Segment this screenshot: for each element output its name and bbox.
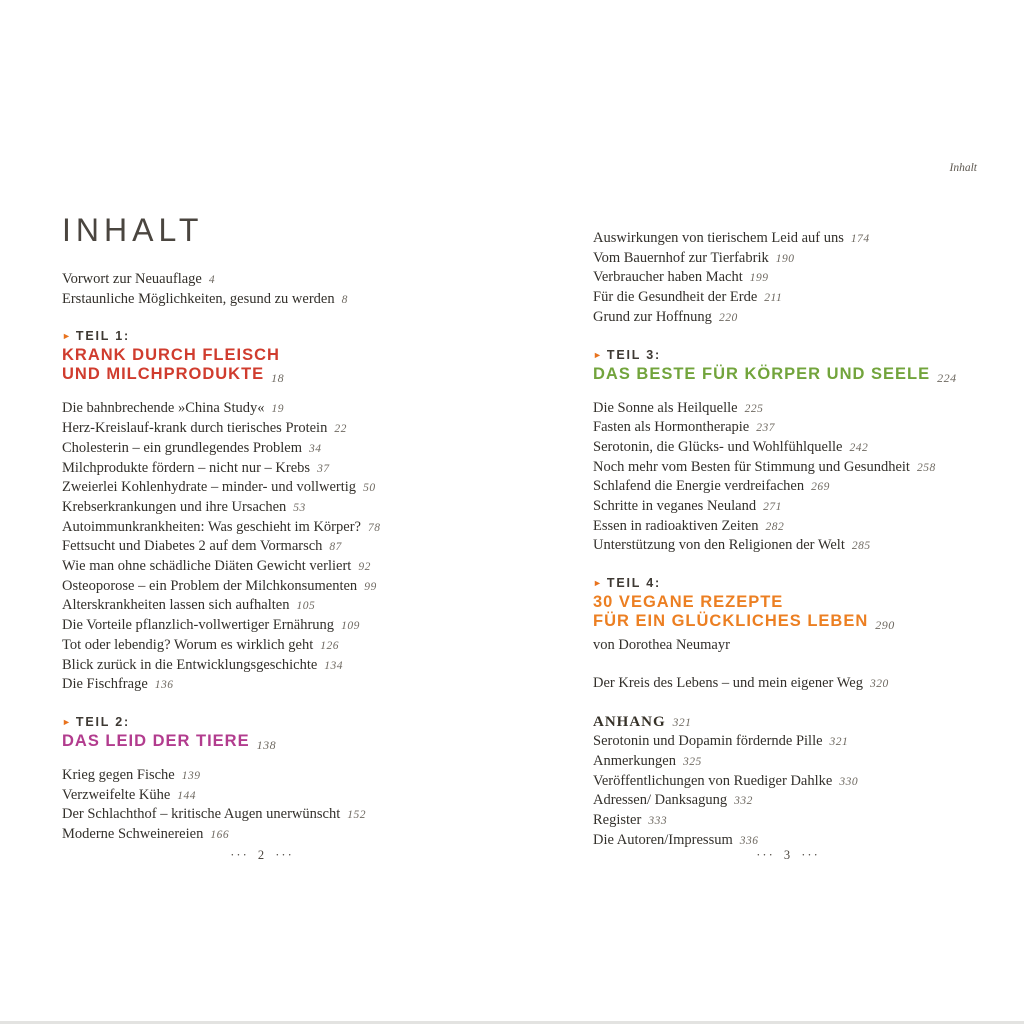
entry-label: Die bahnbrechende »China Study« [62, 400, 265, 417]
page-number-left: ··· 2 ··· [230, 848, 294, 862]
entry-page-number: 271 [763, 501, 782, 514]
entry-page-number: 225 [744, 402, 764, 415]
entry-page-number: 190 [775, 252, 795, 265]
toc-entry [593, 811, 983, 831]
arrow-bullet-icon: ► [62, 331, 71, 342]
toc-entry-list-teil2 [62, 766, 462, 845]
page-number-right: ··· 3 ··· [756, 848, 820, 862]
entry-label: Herz-Kreislauf-krank durch tierisches Protein [62, 420, 328, 437]
entry-label: Die Fischfrage [62, 676, 148, 693]
toc-entry [593, 732, 983, 752]
entry-page-number: 109 [341, 620, 360, 633]
entry-label: Tot oder lebendig? Worum es wirklich geht [62, 636, 314, 653]
toc-entry [62, 419, 462, 439]
entry-page-number: 336 [739, 834, 759, 847]
entry-page-number: 134 [324, 659, 344, 672]
entry-label: Anmerkungen [593, 752, 676, 769]
toc-entry [62, 399, 462, 419]
entry-page-number: 53 [293, 501, 306, 514]
entry-page-number: 50 [363, 482, 376, 495]
kicker-label: TEIL 4: [606, 576, 661, 591]
entry-label: Fasten als Hormontherapie [593, 419, 750, 436]
section-teil1 [62, 329, 462, 695]
entry-page-number: 333 [648, 815, 668, 828]
page-title: INHALT [62, 212, 204, 248]
entry-page-number: 139 [181, 769, 201, 782]
entry-page-number: 199 [749, 272, 769, 285]
section-page-number: 138 [256, 737, 277, 752]
entry-label: Cholesterin – ein grundlegendes Problem [62, 439, 303, 456]
toc-entry [62, 616, 462, 636]
entry-label: Auswirkungen von tierischem Leid auf uns [593, 230, 844, 246]
toc-entry [593, 674, 983, 694]
entry-page-number: 136 [154, 679, 174, 692]
entry-label: Für die Gesundheit der Erde [593, 289, 758, 306]
section-kicker-teil2 [62, 715, 462, 729]
entry-label: Blick zurück in die Entwicklungsgeschichte [62, 656, 318, 673]
toc-entry-list-teil2-continued [593, 229, 983, 328]
toc-entry [62, 786, 462, 806]
entry-page-number: 321 [829, 736, 849, 749]
toc-entry [62, 537, 462, 557]
toc-entry [593, 517, 983, 537]
entry-label: Veröffentlichungen von Ruediger Dahlke [593, 772, 833, 789]
entry-label: Essen in radioaktiven Zeiten [593, 517, 759, 534]
entry-page-number: 78 [367, 521, 381, 534]
toc-entry [62, 766, 462, 786]
toc-entry [593, 249, 983, 269]
section-title-teil2 [62, 732, 462, 752]
entry-label: Adressen/ Danksagung [593, 792, 728, 809]
entry-page-number: 320 [869, 677, 889, 690]
section-teil3 [593, 348, 983, 557]
toc-entry [593, 229, 983, 249]
toc-entry [62, 439, 462, 459]
section-kicker-teil1 [62, 329, 462, 343]
section-page-number: 224 [937, 370, 957, 385]
entry-label: Noch mehr vom Besten für Stimmung und Gesundheit [593, 458, 910, 475]
toc-entry [593, 399, 983, 419]
entry-page-number: 92 [358, 561, 371, 574]
entry-page-number: 99 [364, 580, 377, 593]
entry-page-number: 220 [718, 311, 738, 324]
entry-label: Unterstützung von den Religionen der Welt [593, 537, 845, 554]
toc-entry [593, 458, 983, 478]
toc-entry [62, 459, 462, 479]
toc-entry [62, 270, 462, 290]
entry-label: Vorwort zur Neuauflage [62, 271, 202, 287]
section-title-line: DAS LEID DER TIERE [62, 731, 250, 750]
right-page-column [593, 229, 983, 850]
entry-label: Vom Bauernhof zur Tierfabrik [593, 249, 769, 266]
toc-entry [593, 752, 983, 772]
entry-label: Alterskrankheiten lassen sich aufhalten [62, 597, 290, 614]
entry-label: Krieg gegen Fische [62, 766, 175, 783]
section-title-line: KRANK DURCH FLEISCH [62, 346, 280, 365]
kicker-label: TEIL 1: [75, 329, 130, 344]
left-page-column [62, 214, 462, 845]
toc-entry [593, 438, 983, 458]
toc-entry [593, 418, 983, 438]
entry-page-number: 4 [208, 274, 216, 286]
entry-page-number: 166 [210, 829, 230, 842]
entry-label: Die Vorteile pflanzlich-vollwertiger Ernährung [62, 617, 335, 634]
entry-page-number: 34 [309, 442, 322, 455]
toc-entry [62, 498, 462, 518]
section-page-number: 18 [271, 371, 285, 386]
toc-entry [62, 518, 462, 538]
entry-page-number: 242 [849, 441, 869, 454]
toc-entry [593, 477, 983, 497]
entry-page-number: 330 [839, 775, 859, 788]
entry-label: Krebserkrankungen und ihre Ursachen [62, 498, 287, 515]
entry-page-number: 144 [177, 789, 197, 802]
section-kicker-teil4 [593, 576, 983, 590]
section-title-line: UND MILCHPRODUKTE [62, 365, 265, 384]
entry-label: Schlafend die Energie verdreifachen [593, 478, 805, 495]
entry-page-number: 37 [317, 462, 330, 475]
anhang-heading [593, 713, 983, 733]
running-header: Inhalt [949, 162, 977, 174]
section-title-line: 30 VEGANE REZEPTE [593, 593, 784, 612]
entry-label: Der Schlachthof – kritische Augen unerwünscht [62, 806, 341, 823]
toc-entry [62, 290, 462, 310]
author-byline: von Dorothea Neumayr [593, 637, 730, 654]
section-kicker-teil3 [593, 348, 983, 362]
entry-label: Fettsucht und Diabetes 2 auf dem Vormarsch [62, 538, 323, 555]
toc-entry [62, 636, 462, 656]
toc-entry [593, 308, 983, 328]
toc-entry [62, 656, 462, 676]
toc-entry [62, 805, 462, 825]
entry-page-number: 237 [756, 422, 775, 435]
entry-label: Wie man ohne schädliche Diäten Gewicht verliert [62, 558, 352, 575]
section-title-line: FÜR EIN GLÜCKLICHES LEBEN [593, 612, 869, 631]
entry-label: Milchprodukte fördern – nicht nur – Krebs [62, 459, 311, 476]
section-title-teil3 [593, 365, 983, 385]
entry-page-number: 332 [734, 795, 753, 808]
toc-entry [593, 497, 983, 517]
entry-page-number: 22 [334, 423, 347, 436]
entry-label: Schritte in veganes Neuland [593, 498, 757, 515]
entry-label: Der Kreis des Lebens – und mein eigener Weg [593, 674, 863, 691]
toc-entry [62, 596, 462, 616]
entry-label: Register [593, 812, 642, 829]
section-teil2 [62, 715, 462, 845]
toc-entry [593, 791, 983, 811]
entry-label: Die Autoren/Impressum [593, 831, 733, 848]
arrow-bullet-icon: ► [593, 578, 602, 589]
entry-label: Erstaunliche Möglichkeiten, gesund zu werden [62, 290, 335, 307]
entry-page-number: 258 [916, 461, 936, 474]
entry-label: Moderne Schweinereien [62, 826, 204, 843]
toc-entry [593, 288, 983, 308]
front-matter-list [62, 270, 462, 309]
toc-entry [62, 557, 462, 577]
entry-label: Osteoporose – ein Problem der Milchkonsumenten [62, 577, 358, 594]
toc-entry [62, 577, 462, 597]
section-teil4 [593, 576, 983, 655]
section-anhang [593, 713, 983, 851]
entry-page-number: 282 [765, 520, 785, 533]
toc-entry [62, 675, 462, 695]
section-page-number: 290 [875, 618, 895, 633]
entry-page-number: 105 [296, 600, 316, 613]
entry-page-number: 325 [682, 755, 702, 768]
entry-page-number: 87 [329, 541, 342, 554]
entry-label: Serotonin, die Glücks- und Wohlfühlquelle [593, 438, 843, 455]
entry-label: Autoimmunkrankheiten: Was geschieht im Körper? [62, 518, 361, 535]
toc-entry [62, 478, 462, 498]
entry-page-number: 19 [271, 403, 285, 416]
entry-page-number: 174 [850, 233, 870, 245]
section-title-teil1 [62, 346, 462, 385]
entry-label: Grund zur Hoffnung [593, 308, 712, 325]
toc-entry-list-teil3 [593, 399, 983, 557]
toc-entry-list-anhang [593, 732, 983, 850]
entry-label: Verzweifelte Kühe [62, 786, 171, 803]
entry-label: Zweierlei Kohlenhydrate – minder- und vollwertig [62, 479, 357, 496]
entry-page-number: 152 [347, 809, 366, 822]
section-title-line: DAS BESTE FÜR KÖRPER UND SEELE [593, 364, 931, 383]
entry-label: Serotonin und Dopamin fördernde Pille [593, 733, 823, 750]
kicker-label: TEIL 3: [606, 347, 661, 362]
toc-entry-list-teil1 [62, 399, 462, 695]
toc-entry [593, 772, 983, 792]
toc-entry [62, 825, 462, 845]
anhang-title: ANHANG [593, 713, 666, 730]
entry-page-number: 285 [851, 540, 871, 553]
section-page-number: 321 [672, 716, 692, 729]
entry-page-number: 211 [764, 292, 783, 305]
entry-page-number: 126 [320, 639, 339, 652]
toc-entry [593, 268, 983, 288]
arrow-bullet-icon: ► [593, 349, 602, 360]
entry-page-number: 269 [811, 481, 830, 494]
entry-label: Verbraucher haben Macht [593, 269, 743, 286]
entry-label: Die Sonne als Heilquelle [593, 399, 738, 416]
toc-entry [593, 536, 983, 556]
entry-page-number: 8 [341, 293, 348, 306]
section-title-teil4 [593, 593, 983, 632]
arrow-bullet-icon: ► [62, 716, 71, 727]
kicker-label: TEIL 2: [75, 714, 130, 729]
